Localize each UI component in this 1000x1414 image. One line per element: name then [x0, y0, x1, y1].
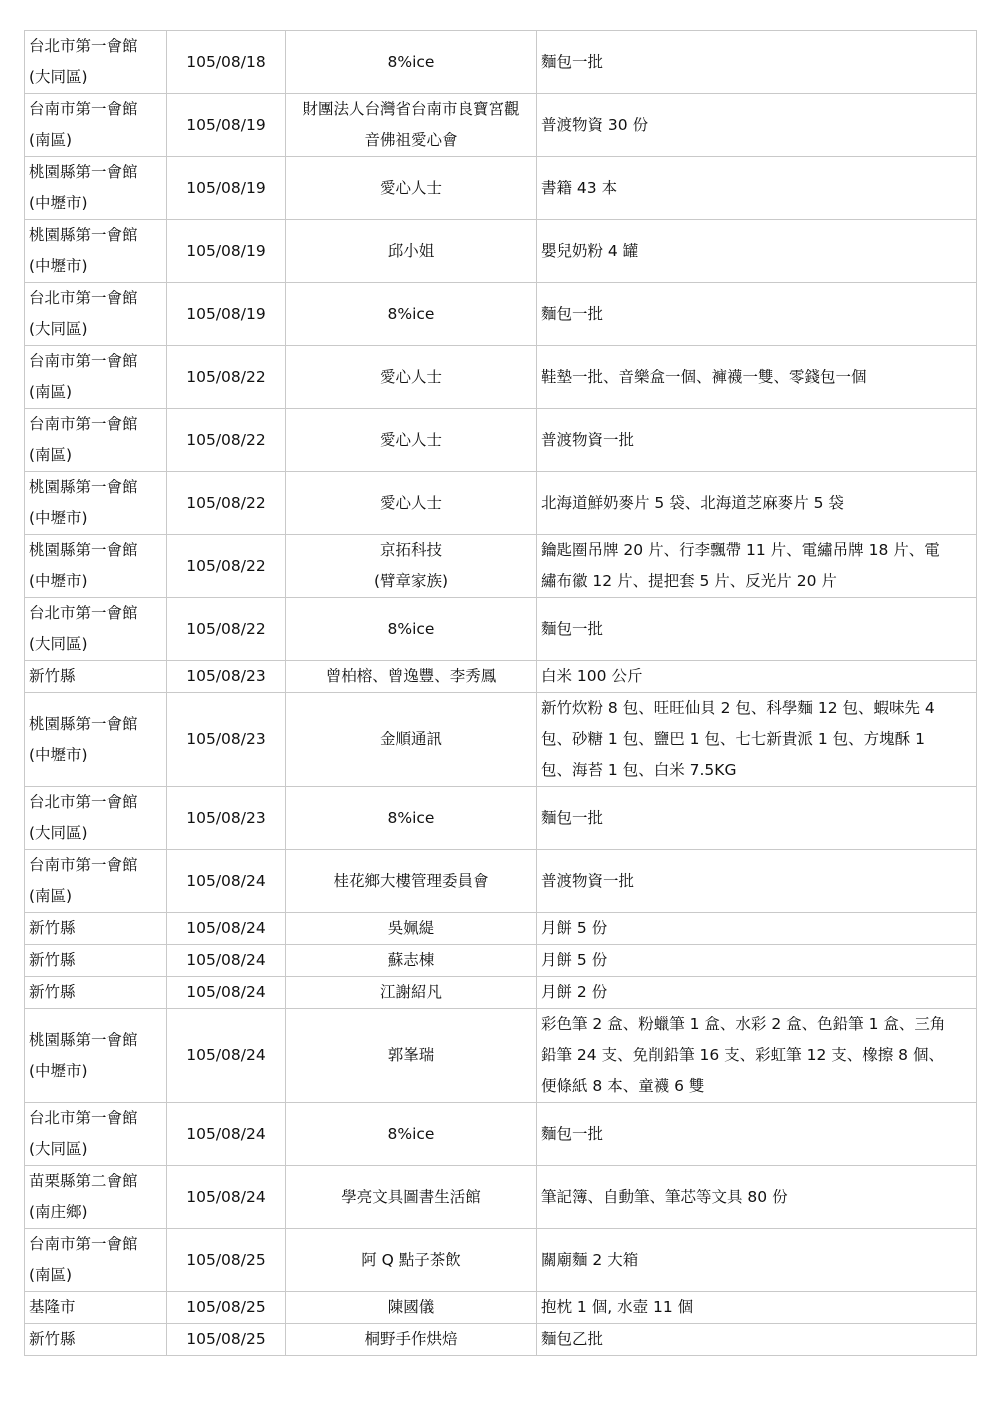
location-cell [25, 1324, 167, 1356]
donor-cell [286, 913, 537, 945]
table-row [25, 94, 977, 157]
donor-cell-line: 愛心人士 [379, 430, 442, 449]
location-cell [25, 346, 167, 409]
date-cell: 105/08/23 [167, 693, 286, 787]
location-cell [25, 977, 167, 1009]
date-cell: 105/08/24 [167, 1166, 286, 1229]
donor-cell [286, 535, 537, 598]
table-row [25, 1229, 977, 1292]
table-row [25, 535, 977, 598]
items-cell [537, 693, 977, 787]
donor-cell [286, 31, 537, 94]
items-cell [537, 31, 977, 94]
table-row [25, 850, 977, 913]
date-cell: 105/08/19 [167, 157, 286, 220]
location-cell-line: 苗栗縣第二會館 [29, 1172, 138, 1190]
items-cell [537, 1103, 977, 1166]
date-cell: 105/08/22 [167, 535, 286, 598]
items-cell-line: 月餅 5 份 [541, 951, 608, 969]
donor-cell [286, 945, 537, 977]
location-cell-line: (南區) [29, 383, 73, 401]
location-cell [25, 787, 167, 850]
donation-rows [25, 31, 977, 1356]
donor-cell [286, 693, 537, 787]
location-cell [25, 693, 167, 787]
date-cell: 105/08/25 [167, 1229, 286, 1292]
table-row [25, 598, 977, 661]
donor-cell-line: 邱小姐 [387, 241, 435, 260]
date-cell: 105/08/24 [167, 850, 286, 913]
donor-cell-line: 京拓科技 [379, 541, 442, 559]
items-cell-line: 普渡物資一批 [541, 430, 635, 449]
items-cell-line: 彩色筆 2 盒、粉蠟筆 1 盒、水彩 2 盒、色鉛筆 1 盒、三角 [541, 1015, 946, 1033]
location-cell-line: 新竹縣 [29, 667, 76, 685]
donor-cell-line: 愛心人士 [379, 367, 442, 386]
items-cell-line: 包、海苔 1 包、白米 7.5KG [541, 761, 737, 779]
location-cell-line: 新竹縣 [29, 919, 76, 937]
donor-cell-line: 愛心人士 [379, 493, 442, 512]
location-cell-line: 台北市第一會館 [29, 1109, 138, 1127]
donor-cell-line: 8%ice [387, 1124, 435, 1143]
location-cell-line: 桃園縣第一會館 [29, 478, 138, 496]
donor-cell [286, 157, 537, 220]
items-cell [537, 913, 977, 945]
items-cell-line: 普渡物資 30 份 [541, 115, 649, 134]
date-cell: 105/08/24 [167, 1103, 286, 1166]
location-cell-line: (大同區) [29, 320, 88, 338]
location-cell [25, 409, 167, 472]
location-cell [25, 1229, 167, 1292]
items-cell-line: 便條紙 8 本、童襪 6 雙 [541, 1077, 705, 1095]
donor-cell [286, 220, 537, 283]
items-cell-line: 麵包一批 [541, 808, 604, 827]
table-row [25, 283, 977, 346]
donor-cell-line: 江謝紹凡 [379, 983, 442, 1001]
items-cell-line: 月餅 5 份 [541, 919, 608, 937]
items-cell [537, 977, 977, 1009]
location-cell-line: 台南市第一會館 [29, 1235, 138, 1253]
items-cell-line: 鞋墊一批、音樂盒一個、褲襪一雙、零錢包一個 [541, 367, 867, 386]
donor-cell-line: 音佛祖愛心會 [364, 131, 458, 149]
donor-cell [286, 1229, 537, 1292]
donor-cell-line: 吳姵緹 [387, 919, 435, 937]
donor-cell [286, 661, 537, 693]
items-cell [537, 409, 977, 472]
location-cell-line: 新竹縣 [29, 983, 76, 1001]
location-cell-line: 台南市第一會館 [29, 100, 138, 118]
items-cell-line: 麵包一批 [541, 1124, 604, 1143]
donor-cell [286, 409, 537, 472]
location-cell-line: 台北市第一會館 [29, 37, 138, 55]
location-cell [25, 1103, 167, 1166]
donor-cell [286, 472, 537, 535]
items-cell [537, 535, 977, 598]
table-row [25, 913, 977, 945]
items-cell [537, 94, 977, 157]
table-row [25, 472, 977, 535]
items-cell-line: 嬰兒奶粉 4 罐 [541, 241, 639, 260]
donor-cell-line: 郭峯瑞 [387, 1046, 435, 1064]
items-cell-line: 北海道鮮奶麥片 5 袋、北海道芝麻麥片 5 袋 [541, 493, 844, 512]
donor-cell [286, 1103, 537, 1166]
donor-cell-line: 愛心人士 [379, 178, 442, 197]
items-cell-line: 鉛筆 24 支、免削鉛筆 16 支、彩虹筆 12 支、橡擦 8 個、 [541, 1046, 944, 1064]
items-cell-line: 書籍 43 本 [541, 178, 618, 197]
items-cell [537, 598, 977, 661]
date-cell: 105/08/25 [167, 1292, 286, 1324]
items-cell [537, 1292, 977, 1324]
donor-cell-line: (臂章家族) [373, 572, 449, 590]
location-cell-line: (大同區) [29, 68, 88, 86]
table-row [25, 945, 977, 977]
location-cell [25, 913, 167, 945]
location-cell-line: 桃園縣第一會館 [29, 1030, 138, 1049]
location-cell [25, 1009, 167, 1103]
location-cell-line: 桃園縣第一會館 [29, 541, 138, 559]
location-cell-line: (中壢市) [29, 509, 88, 527]
location-cell-line: 台南市第一會館 [29, 415, 138, 433]
date-cell: 105/08/19 [167, 94, 286, 157]
items-cell-line: 抱枕 1 個, 水壺 11 個 [541, 1298, 694, 1316]
date-cell: 105/08/22 [167, 598, 286, 661]
date-cell: 105/08/24 [167, 977, 286, 1009]
date-cell: 105/08/22 [167, 346, 286, 409]
donor-cell-line: 陳國儀 [387, 1298, 435, 1316]
items-cell [537, 157, 977, 220]
location-cell [25, 31, 167, 94]
items-cell-line: 繡布徽 12 片、提把套 5 片、反光片 20 片 [541, 572, 837, 590]
table-row [25, 157, 977, 220]
location-cell [25, 535, 167, 598]
items-cell-line: 麵包一批 [541, 304, 604, 323]
items-cell [537, 945, 977, 977]
location-cell-line: (南區) [29, 1266, 73, 1284]
location-cell [25, 220, 167, 283]
location-cell-line: 新竹縣 [29, 1330, 76, 1348]
donor-cell [286, 1009, 537, 1103]
location-cell [25, 157, 167, 220]
location-cell-line: (大同區) [29, 1140, 88, 1158]
table-row [25, 220, 977, 283]
items-cell-line: 筆記簿、自動筆、筆芯等文具 80 份 [541, 1187, 788, 1206]
location-cell [25, 1166, 167, 1229]
items-cell [537, 220, 977, 283]
location-cell-line: 桃園縣第一會館 [29, 163, 138, 181]
items-cell [537, 787, 977, 850]
location-cell [25, 283, 167, 346]
table-row [25, 1009, 977, 1103]
location-cell-line: 台北市第一會館 [29, 604, 138, 622]
location-cell-line: 基隆市 [29, 1298, 76, 1316]
items-cell [537, 283, 977, 346]
donor-cell-line: 8%ice [387, 52, 435, 71]
date-cell: 105/08/18 [167, 31, 286, 94]
location-cell-line: (中壢市) [29, 745, 88, 764]
location-cell-line: 桃園縣第一會館 [29, 714, 138, 733]
donor-cell [286, 94, 537, 157]
table-row [25, 1166, 977, 1229]
table-row [25, 346, 977, 409]
donor-cell [286, 1292, 537, 1324]
donor-cell-line: 學亮文具圖書生活館 [341, 1187, 481, 1206]
table-row [25, 1324, 977, 1356]
items-cell-line: 鑰匙圈吊牌 20 片、行李飄帶 11 片、電繡吊牌 18 片、電 [541, 541, 940, 559]
donor-cell-line: 桂花鄉大樓管理委員會 [333, 871, 489, 890]
donor-cell-line: 8%ice [387, 304, 435, 323]
location-cell [25, 472, 167, 535]
donor-cell-line: 金順通訊 [379, 730, 442, 748]
donor-cell [286, 598, 537, 661]
items-cell-line: 新竹炊粉 8 包、旺旺仙貝 2 包、科學麵 12 包、蝦味先 4 [541, 699, 935, 717]
date-cell: 105/08/24 [167, 913, 286, 945]
date-cell: 105/08/23 [167, 787, 286, 850]
location-cell-line: (中壢市) [29, 1061, 88, 1080]
location-cell [25, 1292, 167, 1324]
location-cell-line: (南區) [29, 446, 73, 464]
location-cell [25, 945, 167, 977]
date-cell: 105/08/24 [167, 1009, 286, 1103]
location-cell-line: 台南市第一會館 [29, 352, 138, 370]
location-cell-line: (南庄鄉) [29, 1203, 88, 1221]
items-cell-line: 普渡物資一批 [541, 871, 635, 890]
items-cell-line: 月餅 2 份 [541, 983, 608, 1001]
items-cell [537, 472, 977, 535]
table-row [25, 409, 977, 472]
location-cell-line: (大同區) [29, 824, 88, 842]
location-cell-line: (南區) [29, 131, 73, 149]
items-cell-line: 關廟麵 2 大箱 [541, 1250, 639, 1269]
location-cell-line: (大同區) [29, 635, 88, 653]
location-cell [25, 661, 167, 693]
table-row [25, 787, 977, 850]
donor-cell [286, 1166, 537, 1229]
location-cell-line: (中壢市) [29, 257, 88, 275]
items-cell [537, 346, 977, 409]
date-cell: 105/08/19 [167, 220, 286, 283]
items-cell [537, 661, 977, 693]
location-cell-line: (中壢市) [29, 572, 88, 590]
date-cell: 105/08/23 [167, 661, 286, 693]
items-cell [537, 850, 977, 913]
date-cell: 105/08/22 [167, 472, 286, 535]
location-cell-line: 台北市第一會館 [29, 793, 138, 811]
location-cell [25, 850, 167, 913]
donation-table [24, 30, 977, 1356]
items-cell-line: 包、砂糖 1 包、鹽巴 1 包、七七新貴派 1 包、方塊酥 1 [541, 730, 925, 748]
donor-cell [286, 787, 537, 850]
donor-cell-line: 桐野手作烘焙 [364, 1330, 458, 1348]
location-cell-line: 台北市第一會館 [29, 289, 138, 307]
date-cell: 105/08/19 [167, 283, 286, 346]
items-cell [537, 1229, 977, 1292]
donor-cell-line: 阿 Q 點子茶飲 [361, 1250, 461, 1269]
date-cell: 105/08/22 [167, 409, 286, 472]
donor-cell [286, 283, 537, 346]
location-cell-line: (中壢市) [29, 194, 88, 212]
date-cell: 105/08/25 [167, 1324, 286, 1356]
donor-cell-line: 8%ice [387, 808, 435, 827]
items-cell [537, 1009, 977, 1103]
donor-cell [286, 346, 537, 409]
donor-cell-line: 8%ice [387, 619, 435, 638]
table-row [25, 661, 977, 693]
date-cell: 105/08/24 [167, 945, 286, 977]
location-cell-line: 台南市第一會館 [29, 856, 138, 874]
table-row [25, 1103, 977, 1166]
donor-cell-line: 財團法人台灣省台南市良寶宮觀 [302, 100, 520, 118]
location-cell [25, 94, 167, 157]
items-cell [537, 1324, 977, 1356]
donor-cell [286, 1324, 537, 1356]
table-row [25, 31, 977, 94]
items-cell-line: 白米 100 公斤 [541, 667, 643, 685]
location-cell-line: 桃園縣第一會館 [29, 226, 138, 244]
location-cell-line: (南區) [29, 887, 73, 905]
table-row [25, 977, 977, 1009]
items-cell-line: 麵包一批 [541, 619, 604, 638]
items-cell-line: 麵包乙批 [541, 1330, 604, 1348]
table-row [25, 693, 977, 787]
donor-cell [286, 977, 537, 1009]
table-row [25, 1292, 977, 1324]
donor-cell-line: 蘇志棟 [387, 951, 435, 969]
location-cell [25, 598, 167, 661]
items-cell [537, 1166, 977, 1229]
donor-cell-line: 曾柏榕、曾逸豐、李秀鳳 [325, 667, 497, 685]
items-cell-line: 麵包一批 [541, 52, 604, 71]
donor-cell [286, 850, 537, 913]
location-cell-line: 新竹縣 [29, 951, 76, 969]
